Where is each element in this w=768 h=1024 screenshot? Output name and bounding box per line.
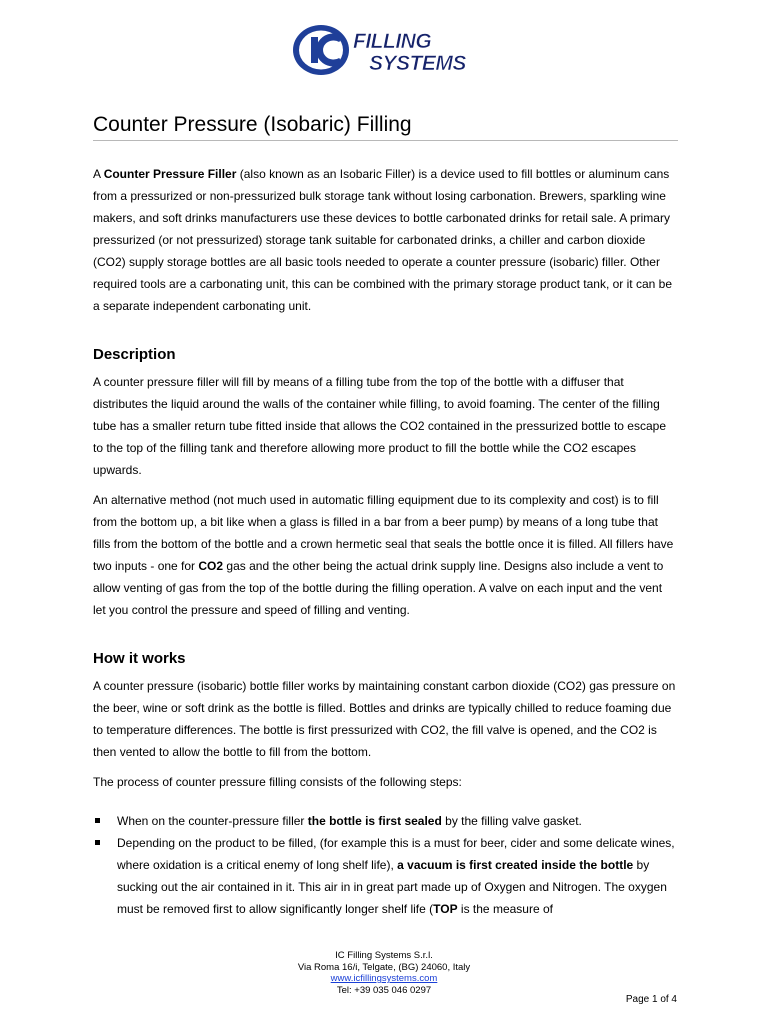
logo-text-filling: FILLING xyxy=(353,30,432,53)
page-title: Counter Pressure (Isobaric) Filling xyxy=(93,111,678,141)
footer-company: IC Filling Systems S.r.l. xyxy=(335,950,433,961)
how-paragraph-2: The process of counter pressure filling consists of the following steps: xyxy=(93,775,462,789)
description-heading: Description xyxy=(93,346,176,363)
logo-text-systems: SYSTEMS xyxy=(369,52,466,75)
how-it-works-heading: How it works xyxy=(93,650,186,667)
document-body xyxy=(93,163,678,920)
intro-paragraph: A Counter Pressure Filler (also known as an Isobaric Filler) is a device used to fill bottles or aluminum cans from a pressurized or non-pressurized bulk storage tank without losing carbonation. Brewers, sparkling wine makers, and soft drinks manufacturers use these devices to bottle carbonated drinks for retail sale. A primary pressurized (or not pressurized) storage tank suitable for carbonated drinks, a chiller and carbon dioxide (CO2) supply storage bottles are all basic tools needed to operate a counter pressure (isobaric) filler. Other required tools are a carbonating unit, this can be combined with the primary storage product tank, or it can be a separate independent carbonating unit. xyxy=(93,167,672,313)
list-item: Depending on the product to be filled, (for example this is a must for beer, cider and some delicate wines, where oxidation is a critical enemy of long shelf life), a vacuum is first created inside the bottle by sucking out the air contained in it. This air in in great part made up of Oxygen and Nitrogen. The oxygen must be removed first to allow significantly longer shelf life (TOP is the measure of xyxy=(93,832,678,920)
page-footer xyxy=(0,950,768,996)
bullet-icon xyxy=(95,818,100,823)
how-paragraph-1: A counter pressure (isobaric) bottle filler works by maintaining constant carbon dioxide (CO2) gas pressure on the beer, wine or soft drink as the bottle is filled. Bottles and drinks are typically chilled to reduce foaming due to temperature differences. The bottle is first pressurized with CO2, the fill valve is opened, and the CO2 is then vented to allow the bottle to fill from the bottom. xyxy=(93,679,676,759)
footer-website-link[interactable]: www.icfillingsystems.com xyxy=(330,973,438,984)
steps-list xyxy=(93,810,678,920)
company-logo xyxy=(291,22,481,78)
description-paragraph-1: A counter pressure filler will fill by means of a filling tube from the top of the bottle with a diffuser that distributes the liquid around the walls of the container while filling, to avoid foaming. The center of the filling tube has a smaller return tube fitted inside that allows the CO2 contained in the pressurized bottle to escape to the top of the filling tank and therefore allowing more product to fill the bottle while the CO2 escapes upwards. xyxy=(93,375,666,477)
footer-phone: Tel: +39 035 046 0297 xyxy=(336,984,432,996)
page-number: Page 1 of 4 xyxy=(625,994,677,1005)
bullet-icon xyxy=(95,840,100,845)
description-paragraph-2: An alternative method (not much used in automatic filling equipment due to its complexity and cost) is to fill from the bottom up, a bit like when a glass is filled in a bar from a beer pump) by means of a long tube that fills from the bottom of the bottle and a crown hermetic seal that seals the bottle once it is filled. All fillers have two inputs - one for CO2 gas and the other being the actual drink supply line. Designs also include a vent to allow venting of gas from the top of the bottle during the filling operation. A valve on each input and the vent let you control the pressure and speed of filling and venting. xyxy=(93,493,674,617)
footer-address: Via Roma 16/i, Telgate, (BG) 24060, Italy xyxy=(297,961,471,973)
list-item: When on the counter-pressure filler the bottle is first sealed by the filling valve gasket. xyxy=(93,810,678,832)
intro-term: Counter Pressure Filler xyxy=(103,167,237,181)
